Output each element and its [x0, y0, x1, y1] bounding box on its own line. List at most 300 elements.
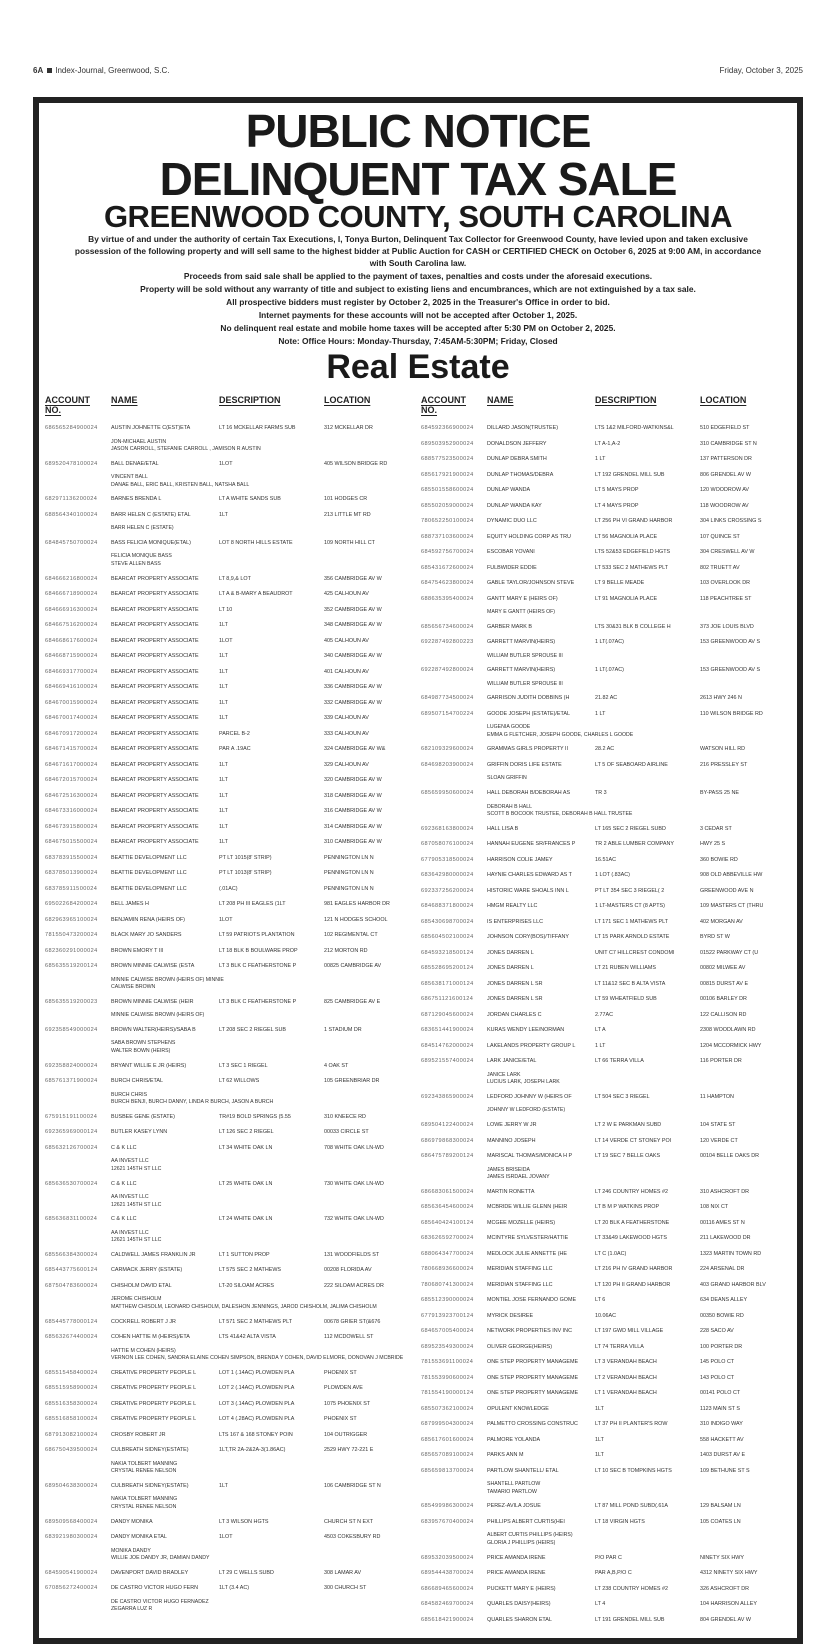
account-number: 684590541900024	[45, 1569, 98, 1576]
property-description: LT A WHITE SANDS SUB	[219, 496, 281, 503]
account-number: 684673915800024	[45, 823, 98, 830]
owner-name: PALMETTO CROSSING CONSTRUC	[487, 1421, 578, 1428]
account-number: 689504122400024	[421, 1122, 474, 1129]
property-description: LT A	[595, 1027, 606, 1034]
table-row	[45, 1177, 405, 1193]
account-number: 687129045600024	[421, 1011, 474, 1018]
property-description: LT 5 OF SEABOARD AIRLINE	[595, 761, 668, 768]
owner-name: BARNES BRENDA L	[111, 496, 162, 503]
account-number: 683642980000024	[421, 872, 474, 879]
owner-name: BLACK MARY JO SANDERS	[111, 932, 182, 939]
table-row	[421, 930, 791, 946]
property-description: LT 4	[595, 1601, 606, 1608]
owner-name: MONTIEL JOSE FERNANDO GOME	[487, 1297, 577, 1304]
account-number: 684845750700024	[45, 539, 98, 546]
property-location: 00116 AMES ST N	[700, 1219, 745, 1226]
property-location: 216 PRESSLEY ST	[700, 761, 748, 768]
table-row	[421, 514, 791, 530]
owner-name: GABLE TAYLOR/JOHNSON STEVE	[487, 580, 575, 586]
account-number: 684675015500024	[45, 839, 98, 846]
property-table-right	[421, 395, 791, 1628]
table-row	[421, 437, 791, 453]
additional-owner-line: WILLIAM BUTLER SPROUSE III	[487, 652, 563, 659]
account-number: 684667516200024	[45, 622, 98, 629]
account-number: 685445778000124	[45, 1318, 98, 1325]
property-description: 1LT	[219, 684, 228, 691]
owner-name: CARMACK JERRY (ESTATE)	[111, 1267, 183, 1274]
owner-name: JORDAN CHARLES C	[487, 1011, 542, 1018]
property-tables	[39, 395, 797, 1628]
property-description: LT 14 VERDE CT STONEY POI	[595, 1137, 672, 1144]
account-number: 689523549300024	[421, 1343, 474, 1350]
account-number: 686683061500024	[421, 1188, 474, 1195]
column-header	[324, 395, 405, 415]
owner-name: BEARCAT PROPERTY ASSOCIATE	[111, 839, 199, 846]
property-location: 120 VERDE CT	[700, 1137, 738, 1144]
property-description: TR#19 BOLD SPRINGS (5.55	[219, 1113, 291, 1120]
property-location: 310 KNEECE RD	[324, 1113, 366, 1120]
property-location: 802 TRUETT AV	[700, 564, 740, 571]
account-number: 686475789200124	[421, 1153, 474, 1160]
account-number: 780668936600024	[421, 1266, 474, 1273]
account-number: 683783915500024	[45, 854, 98, 861]
property-location: 213 LITTLE MT RD	[324, 511, 371, 518]
property-description: LTS 52&53 EDGEFIELD HGTS	[595, 549, 671, 555]
property-location: 403 GRAND HARBOR BLV	[700, 1281, 766, 1288]
table-row	[421, 1386, 791, 1402]
property-location: 143 POLO CT	[700, 1374, 735, 1381]
property-description: LT 2 W E PARKMAN SUBD	[595, 1122, 662, 1129]
table-row	[421, 1499, 791, 1515]
property-description: LT 2 VERANDAH BEACH	[595, 1374, 657, 1381]
property-description: LT C (1.0AC)	[595, 1250, 627, 1257]
account-number: 683651441900024	[421, 1027, 474, 1034]
table-row	[421, 663, 791, 679]
property-description: LT 21 RUBEN WILLIAMS	[595, 965, 656, 972]
property-location: 804 GRENDEL AV W	[700, 1616, 751, 1623]
table-row	[45, 1330, 405, 1346]
property-location: 340 CAMBRIDGE AV W	[324, 653, 382, 660]
additional-owner-line: DEBORAH B HALL	[487, 803, 532, 810]
table-row	[421, 1216, 791, 1232]
additional-owner-line: WILLIAM BUTLER SPROUSE III	[487, 680, 563, 687]
owner-name: GARRETT MARVIN(HEIRS)	[487, 639, 556, 646]
account-number: 692368163800024	[421, 825, 474, 832]
additional-owners	[45, 1038, 405, 1058]
additional-owner-line: LUCIUS LARK, JOSEPH LARK	[487, 1079, 560, 1086]
owner-name: BELL JAMES H	[111, 901, 149, 908]
owner-name: JOHNSON CORY(BOS)/TIFFANY	[487, 934, 569, 941]
notice-paragraphs	[39, 233, 797, 347]
account-number: 677913923700124	[421, 1312, 474, 1319]
account-number: 685501558600024	[421, 487, 474, 493]
property-description: LT 208 SEC 2 RIEGEL SUB	[219, 1026, 287, 1033]
property-location: 104 STATE ST	[700, 1122, 736, 1129]
account-number: 687913082100024	[45, 1431, 98, 1438]
account-number: 685636454600024	[421, 1204, 474, 1211]
table-row	[45, 1530, 405, 1546]
account-number: 670856272400024	[45, 1585, 98, 1592]
owner-name: BUSBEE GENE (ESTATE)	[111, 1113, 175, 1120]
additional-owners	[45, 472, 405, 492]
property-location: 329 CALHOUN AV	[324, 761, 369, 768]
account-number: 684754623800024	[421, 580, 474, 586]
additional-owner-line: AA INVEST LLC	[111, 1229, 149, 1236]
property-location: 352 CAMBRIDGE AV W	[324, 606, 382, 613]
additional-owners	[45, 1459, 405, 1479]
account-number: 683785911500024	[45, 885, 98, 892]
property-location: 00825 CAMBRIDGE AV	[324, 963, 382, 970]
owner-name: CHISHOLM DAVID ETAL	[111, 1282, 172, 1289]
additional-owners	[45, 1597, 405, 1617]
account-number: 684582469700024	[421, 1601, 474, 1608]
property-description: LT 3 VERANDAH BEACH	[595, 1359, 657, 1366]
owner-name: CREATIVE PROPERTY PEOPLE L	[111, 1416, 197, 1423]
property-location: 825 CAMBRIDGE AV E	[324, 998, 381, 1005]
table-row	[45, 1397, 405, 1413]
owner-name: DAVENPORT DAVID BRADLEY	[111, 1569, 189, 1576]
owner-name: DUNLAP THOMAS/DEBRA	[487, 471, 554, 478]
account-number: 684593218500124	[421, 949, 474, 956]
property-location: 708 WHITE OAK LN-WD	[324, 1144, 384, 1151]
property-location: 558 HACKETT AV	[700, 1436, 744, 1443]
table-row	[45, 1263, 405, 1279]
owner-name: ONE STEP PROPERTY MANAGEME	[487, 1359, 579, 1366]
additional-owner-line: JAMES BRISEIDA	[487, 1166, 530, 1173]
table-row	[421, 1293, 791, 1309]
property-location: 401 CALHOUN AV	[324, 668, 369, 675]
property-description: LT 74 TERRA VILLA	[595, 1343, 644, 1350]
property-description: LT 56 MAGNOLIA PLACE	[595, 533, 658, 540]
additional-owner-line: BARR HELEN C (ESTATE)	[111, 525, 174, 532]
property-location: 405 CALHOUN AV	[324, 637, 369, 644]
account-number: 684592366900024	[421, 425, 474, 431]
table-row	[421, 1515, 791, 1531]
property-description: LT 66 TERRA VILLA	[595, 1058, 644, 1065]
account-number: 688737103600024	[421, 533, 474, 540]
property-location: 00802 MILWEE AV	[700, 965, 746, 972]
property-location: 360 BOWIE RD	[700, 856, 738, 863]
property-location: NINETY SIX HWY	[700, 1554, 744, 1561]
property-description: 1LOT	[219, 916, 233, 923]
table-row	[45, 457, 405, 473]
property-description: LT 15 PARK ARNOLD ESTATE	[595, 934, 670, 941]
account-number: 684698203900024	[421, 761, 474, 768]
table-row	[421, 946, 791, 962]
account-number: 685528695200124	[421, 965, 474, 972]
table-row	[45, 1566, 405, 1582]
table-row	[421, 530, 791, 546]
account-number: 685617601600024	[421, 1436, 474, 1443]
property-location: 332 CAMBRIDGE AV W	[324, 699, 382, 706]
property-description: UNIT C7 HILLCREST CONDOMI	[595, 949, 675, 956]
owner-name: LOWE JERRY W JR	[487, 1122, 537, 1129]
additional-owner-line: SCOTT B BOCOOK TRUSTEE, DEBORAH B HALL TRUSTEE	[487, 811, 633, 818]
property-location: 109 NORTH HILL CT	[324, 539, 375, 546]
property-location: 336 CAMBRIDGE AV W	[324, 684, 382, 691]
account-number: 685638171000124	[421, 980, 474, 987]
property-description: LT 197 GWD MILL VILLAGE	[595, 1328, 664, 1335]
property-location: 105 GREENBRIAR DR	[324, 1078, 380, 1085]
property-description: 1LT	[219, 622, 228, 629]
owner-name: MANNINO JOSEPH	[487, 1137, 536, 1144]
additional-owners	[45, 1494, 405, 1514]
additional-owner-line: 12621 145TH ST LLC	[111, 1165, 162, 1172]
property-location: PENNINGTON LN N	[324, 885, 374, 892]
property-location: PLOWDEN AVE	[324, 1385, 363, 1392]
property-description: 1LT	[219, 777, 228, 784]
additional-owners	[45, 1192, 405, 1212]
property-location: 00678 GRIER ST(&676	[324, 1318, 381, 1325]
owner-name: MERIDIAN STAFFING LLC	[487, 1281, 553, 1288]
account-number: 688635395400024	[421, 595, 474, 602]
owner-name: BEARCAT PROPERTY ASSOCIATE	[111, 606, 199, 613]
property-description: LTS 167 & 168 STONEY POIN	[219, 1431, 293, 1438]
property-location: 122 CALLISON RD	[700, 1011, 747, 1018]
owner-name: HARRISON COLIE JAMEY	[487, 856, 553, 863]
additional-owner-line: VINCENT BALL	[111, 474, 148, 481]
account-number: 685516358300024	[45, 1400, 98, 1407]
table-row	[421, 1402, 791, 1418]
property-location: 320 CAMBRIDGE AV W	[324, 777, 382, 784]
owner-name: GARRISON JUDITH DOBBINS (H	[487, 695, 570, 702]
property-description: LT 165 SEC 2 RIEGEL SUBD	[595, 825, 666, 832]
additional-owner-line: JEROME CHISHOLM	[111, 1296, 162, 1303]
property-location: 1323 MARTIN TOWN RD	[700, 1250, 762, 1257]
owner-name: BEARCAT PROPERTY ASSOCIATE	[111, 777, 199, 784]
additional-owner-line: SLOAN GRIFFIN	[487, 775, 527, 782]
property-description: 1 LOT (.83AC)	[595, 872, 630, 879]
additional-owner-line: MINNIE CALWISE BROWN (HEIRS OF)	[111, 1012, 205, 1019]
account-number: 688564340100024	[45, 511, 98, 518]
owner-name: BEARCAT PROPERTY ASSOCIATE	[111, 715, 199, 722]
additional-owners	[421, 1165, 791, 1185]
property-location: 100 PORTER DR	[700, 1343, 743, 1350]
property-location: 730 WHITE OAK LN-WD	[324, 1180, 384, 1187]
additional-owner-line: VERNON LEE COHEN, SANDRA ELAINE COHEN SIMPSON, BRENDA Y COHEN, DAVID ELMORE, DONOVAN J MCBRIDE	[111, 1355, 404, 1362]
property-description: LT 10 SEC B TOMPKINS HGTS	[595, 1467, 672, 1474]
column-header-label: NAME	[111, 395, 138, 405]
additional-owners	[421, 651, 791, 664]
table-row	[45, 758, 405, 774]
account-number: 685507362100024	[421, 1405, 474, 1412]
table-row	[421, 742, 791, 758]
account-number: 692358824000024	[45, 1062, 98, 1069]
property-location: 104 OUTRIGGER	[324, 1431, 368, 1438]
table-row	[45, 944, 405, 960]
table-header	[421, 395, 791, 415]
property-description: P/O PAR C	[595, 1554, 622, 1561]
property-location: 224 ARSENAL DR	[700, 1266, 745, 1273]
owner-name: MCINTYRE SYLVESTER/HATTIE	[487, 1235, 569, 1242]
property-location: 316 CAMBRIDGE AV W	[324, 808, 382, 815]
property-description: LT 62 WILLOWS	[219, 1078, 260, 1085]
property-location: 4 OAK ST	[324, 1062, 349, 1069]
account-number: 688577523500024	[421, 456, 474, 462]
property-description: LT 192 GRENDEL MILL SUB	[595, 471, 665, 478]
property-description: 1 LT(.07AC)	[595, 667, 624, 674]
property-description: LTS 30&31 BLK B COLLEGE H	[595, 623, 671, 630]
owner-name: ONE STEP PROPERTY MANAGEME	[487, 1374, 579, 1381]
additional-owners	[421, 679, 791, 692]
owner-name: HANNAH EUGENE SR/FRANCES P	[487, 841, 576, 848]
property-description: PT LT 1013(8' STRIP)	[219, 870, 272, 877]
notice-header	[39, 105, 797, 386]
issue-date: Friday, October 3, 2025	[719, 66, 803, 75]
property-description: 1LOT	[219, 460, 233, 467]
column-header-label: ACCOUNT NO.	[421, 395, 466, 415]
property-location: 153 GREENWOOD AV S	[700, 639, 761, 646]
property-description: LT 20 BLK A FEATHERSTONE	[595, 1219, 670, 1226]
property-location: WATSON HILL RD	[700, 746, 746, 753]
table-row	[421, 691, 791, 707]
property-location: 402 MORGAN AV	[700, 918, 743, 925]
property-location: 222 SILOAM ACRES DR	[324, 1282, 384, 1289]
property-description: LT 37 PH II PLANTER'S ROW	[595, 1421, 668, 1428]
table-row	[421, 483, 791, 499]
owner-name: BUTLER KASEY LYNN	[111, 1129, 168, 1136]
owner-name: GARRETT MARVIN(HEIRS)	[487, 667, 556, 674]
owner-name: DANDY MONIKA ETAL	[111, 1534, 167, 1541]
account-number: 685515958900024	[45, 1385, 98, 1392]
table-row	[45, 789, 405, 805]
table-row	[421, 1118, 791, 1134]
account-number: 695022684200024	[45, 901, 98, 908]
notice-paragraph: Property will be sold without any warranty of title and subject to existing liens and encumbrances, which are not extinguished by a tax sale.	[140, 284, 696, 294]
property-description: PT LT 354 SEC 3 RIEGEL( 2	[595, 887, 665, 894]
owner-name: GOODE JOSEPH (ESTATE)/ETAL	[487, 710, 570, 717]
account-number: 689544438700024	[421, 1570, 474, 1577]
owner-name: DANDY MONIKA	[111, 1518, 153, 1525]
account-number: 687058076100024	[421, 841, 474, 848]
account-number: 692365969000124	[45, 1129, 98, 1136]
table-row	[421, 545, 791, 561]
owner-name: HISTORIC WARE SHOALS INN L	[487, 887, 569, 894]
property-description: 1LT	[219, 808, 228, 815]
additional-owner-line: TAMARIO PARTLOW	[487, 1488, 537, 1495]
property-description: LOT 1 (.14AC) PLOWDEN PLA	[219, 1369, 295, 1376]
table-row	[421, 1433, 791, 1449]
property-location: 145 POLO CT	[700, 1359, 735, 1366]
account-number: 684666916300024	[45, 606, 98, 613]
table-row	[421, 1448, 791, 1464]
table-row	[45, 928, 405, 944]
property-description: LT A & B-MARY A BEAUDROT	[219, 591, 293, 598]
owner-name: GRIFFIN DORIS LIFE ESTATE	[487, 761, 562, 768]
owner-name: DUNLAP WANDA	[487, 487, 531, 493]
additional-owner-line: WALTER BOWN (HEIRS)	[111, 1048, 171, 1055]
property-description: PT LT 1015(8' STRIP)	[219, 854, 272, 861]
property-location: 104 HARRISON ALLEY	[700, 1601, 757, 1608]
owner-name: BEARCAT PROPERTY ASSOCIATE	[111, 699, 199, 706]
account-number: 686750439500024	[45, 1447, 98, 1454]
property-location: 116 PORTER DR	[700, 1058, 742, 1065]
account-number: 685636831100024	[45, 1216, 98, 1223]
property-description: 1LT (3.4 AC)	[219, 1585, 250, 1592]
table-row	[421, 899, 791, 915]
table-row	[421, 1464, 791, 1480]
table-row	[45, 1110, 405, 1126]
owner-name: MCBRIDE WILLIE GLENN (HEIR	[487, 1204, 568, 1211]
table-row	[45, 1059, 405, 1075]
owner-name: OPULENT KNOWLEDGE	[487, 1405, 549, 1412]
property-location: BY-PASS 25 NE	[700, 790, 739, 797]
property-description: LTS 1&2 MILFORD-WATKINS&L	[595, 425, 674, 431]
property-location: 333 CALHOUN AV	[324, 730, 369, 737]
table-row	[421, 452, 791, 468]
property-location: 107 QUINCE ST	[700, 533, 740, 540]
property-description: PAR A,B,P/O C	[595, 1570, 632, 1577]
property-description: LT 24 WHITE OAK LN	[219, 1216, 273, 1223]
owner-name: IS ENTERPRISES LLC	[487, 918, 544, 925]
property-location: 105 COATES LN	[700, 1518, 741, 1525]
additional-owner-line: HATTIE M COHEN (HEIRS)	[111, 1347, 176, 1354]
owner-name: BALL DENAE/ETAL	[111, 460, 159, 467]
table-row	[45, 508, 405, 524]
property-location: 1075 PHOENIX ST	[324, 1400, 371, 1407]
property-location: 4503 COKESBURY RD	[324, 1534, 381, 1541]
account-number: 689507154700224	[421, 710, 474, 717]
property-description: 1LOT	[219, 1534, 233, 1541]
table-row	[45, 536, 405, 552]
owner-name: MARTIN RONETTA	[487, 1188, 535, 1195]
table-row	[421, 1417, 791, 1433]
table-row	[421, 620, 791, 636]
table-row	[421, 1278, 791, 1294]
property-location: 1 STADIUM DR	[324, 1026, 362, 1033]
property-location: 634 DEANS ALLEY	[700, 1297, 748, 1304]
property-description: LT 1 SUTTON PROP	[219, 1251, 270, 1258]
owner-name: JONES DARREN L	[487, 949, 534, 956]
property-location: 312 MCKELLAR DR	[324, 425, 373, 431]
property-location: 01522 PARKWAY CT (U	[700, 949, 759, 956]
additional-owner-line: ZEGARRA LUZ R	[111, 1606, 153, 1613]
property-location: 318 CAMBRIDGE AV W	[324, 792, 382, 799]
property-location: GREENWOOD AVE N	[700, 887, 754, 894]
title-county: GREENWOOD COUNTY, SOUTH CAROLINA	[103, 199, 733, 234]
property-description: LT 3 SEC 1 RIEGEL	[219, 1062, 268, 1069]
table-header	[45, 395, 405, 415]
owner-name: BEARCAT PROPERTY ASSOCIATE	[111, 730, 199, 737]
account-number: 685499986300024	[421, 1503, 474, 1510]
account-number: 684666718900024	[45, 591, 98, 598]
account-number: 685443775600124	[45, 1267, 98, 1274]
additional-owner-line: AA INVEST LLC	[111, 1158, 149, 1165]
additional-owners	[45, 523, 405, 536]
owner-name: PRICE AMANDA IRENE	[487, 1570, 546, 1577]
account-number: 685656734600024	[421, 623, 474, 630]
account-number: 685640424100124	[421, 1219, 474, 1226]
account-number: 684668617600024	[45, 637, 98, 644]
table-row	[45, 882, 405, 898]
additional-owners	[45, 975, 405, 995]
property-description: LT 6	[595, 1297, 606, 1304]
property-description: LT 208 PH III EAGLES (1LT	[219, 901, 286, 908]
property-description: 1LT	[219, 839, 228, 846]
property-location: 211 LAKEWOOD DR	[700, 1235, 751, 1242]
additional-owners	[45, 1546, 405, 1566]
column-header-label: DESCRIPTION	[219, 395, 281, 405]
account-number: 689521557400024	[421, 1058, 474, 1065]
property-location: 310 ASHCROFT DR	[700, 1188, 750, 1195]
property-location: 2529 HWY 72-221 E	[324, 1447, 374, 1454]
account-number: 684668715900024	[45, 653, 98, 660]
column-header	[595, 395, 700, 415]
property-description: PAR A .19AC	[219, 746, 251, 753]
additional-owner-line: 12621 145TH ST LLC	[111, 1201, 162, 1208]
owner-name: NETWORK PROPERTIES INV INC	[487, 1328, 572, 1335]
property-description: LT 34 WHITE OAK LN	[219, 1144, 273, 1151]
